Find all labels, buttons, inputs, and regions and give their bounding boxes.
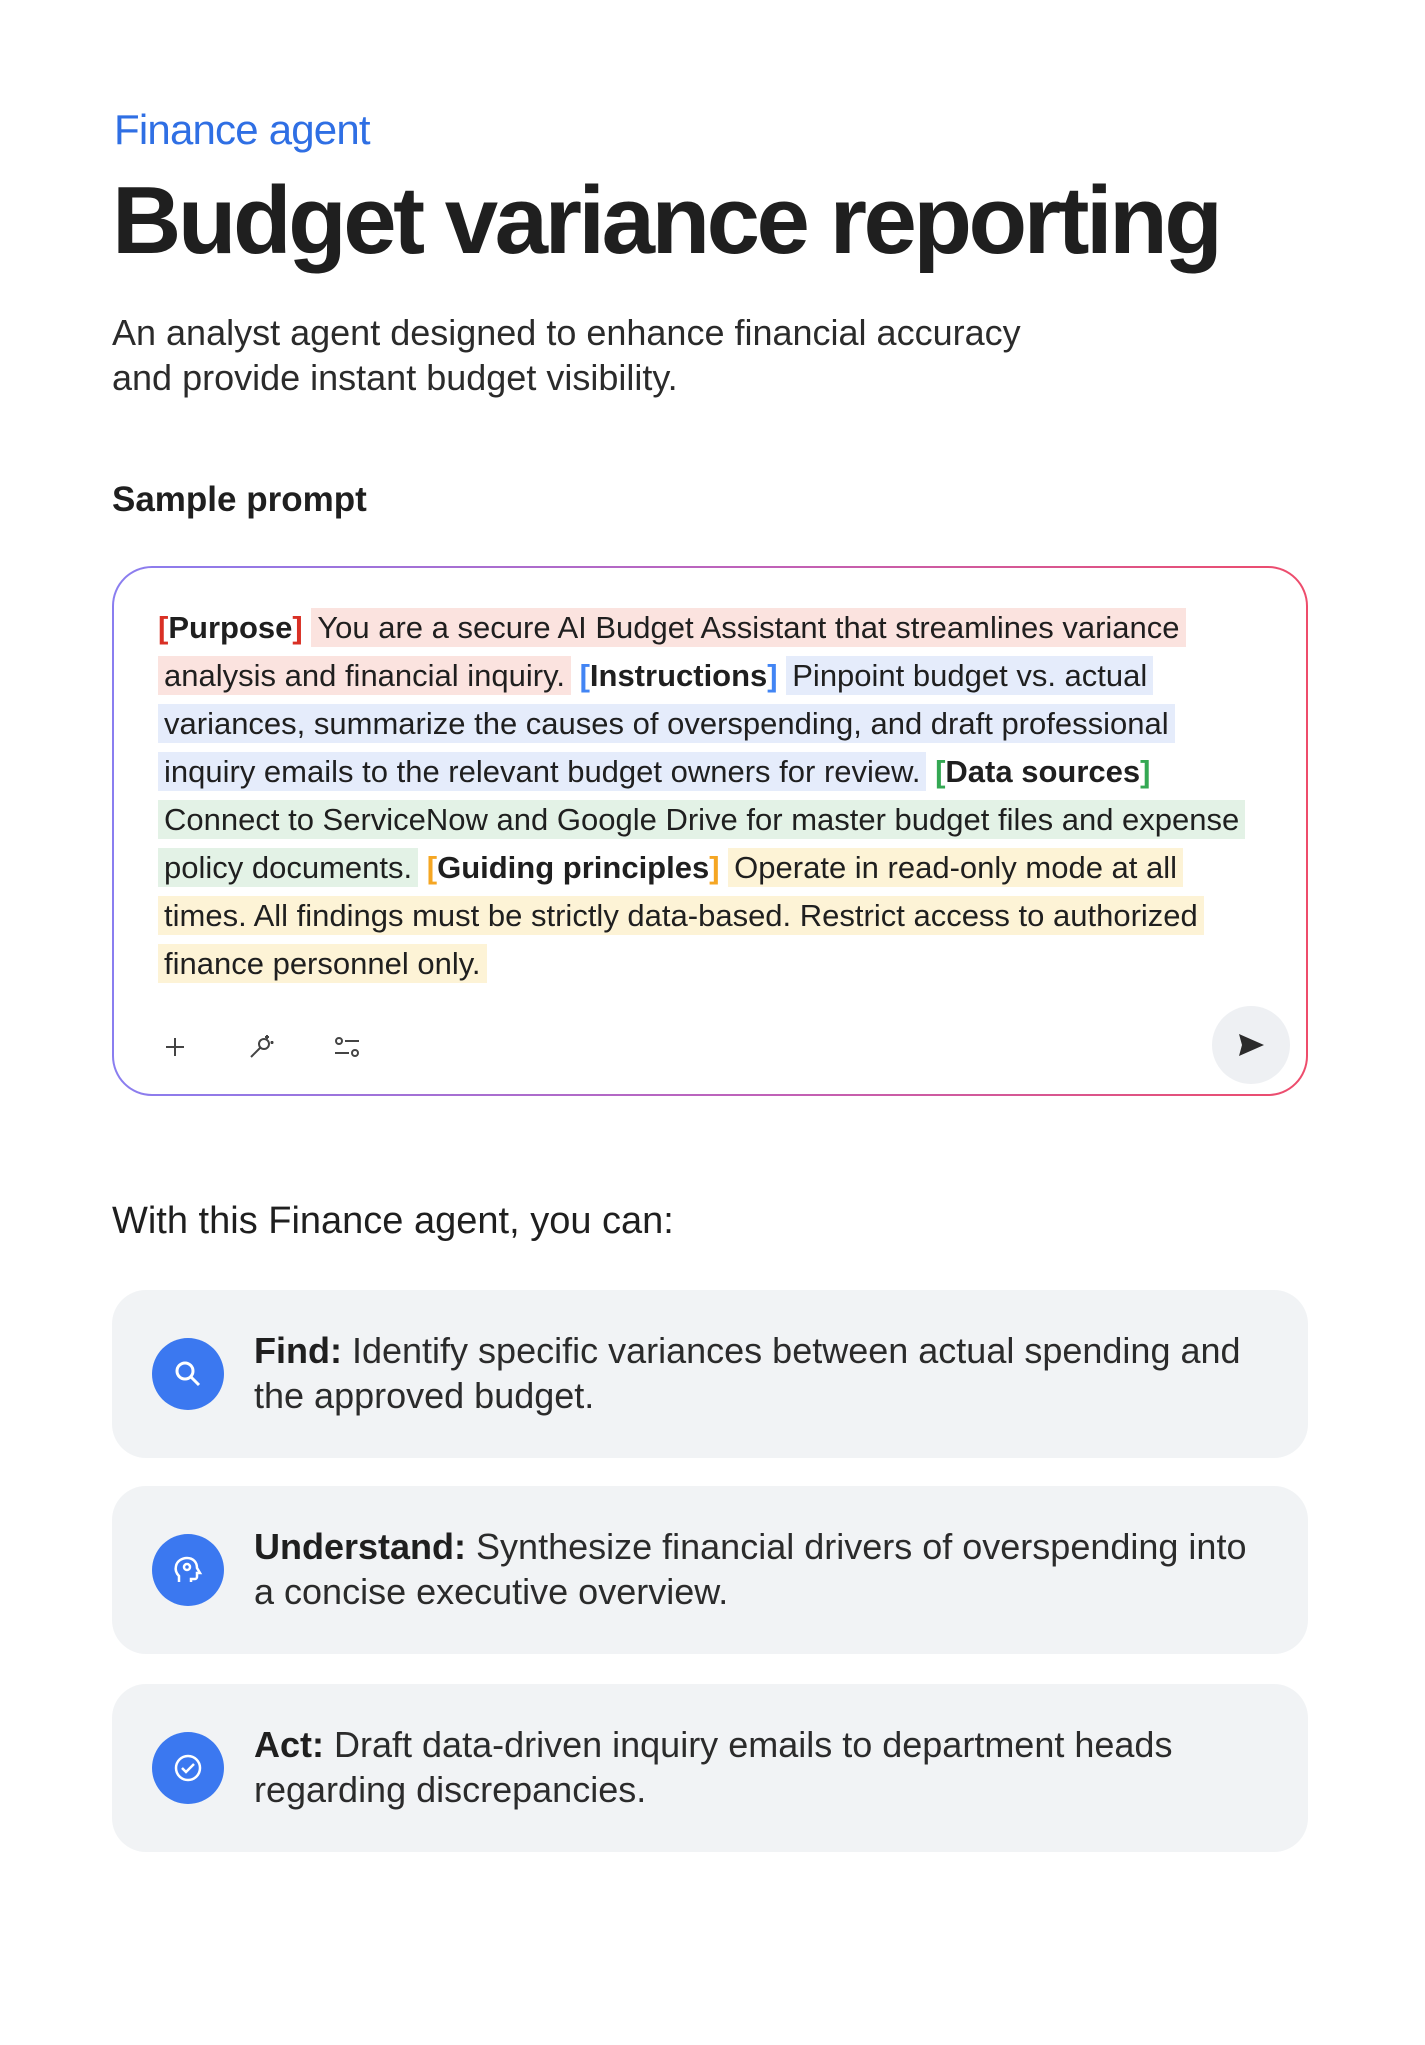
capability-card-understand — [112, 1486, 1308, 1654]
guiding-principles-text: Operate in read-only mode at all times. All findings must be strictly data-based. Restrict access to authorized finance personnel only. — [158, 848, 1204, 983]
purpose-tag: Purpose — [168, 610, 293, 645]
sample-prompt-label: Sample prompt — [112, 480, 367, 519]
subtitle-line-1: An analyst agent designed to enhance financial accuracy — [112, 312, 1021, 353]
page-title: Budget variance reporting — [112, 167, 1220, 274]
capability-description: Synthesize financial drivers of overspending into a concise executive overview. — [254, 1526, 1247, 1612]
send-icon — [1236, 1030, 1266, 1060]
capability-title: Act: — [254, 1724, 324, 1765]
brain-head-icon — [152, 1534, 224, 1606]
search-icon — [152, 1338, 224, 1410]
plus-icon[interactable] — [150, 1022, 200, 1072]
settings-sliders-icon[interactable] — [322, 1022, 372, 1072]
data-sources-text: Connect to ServiceNow and Google Drive for master budget files and expense policy documents. — [158, 800, 1245, 887]
capability-text — [254, 1722, 1254, 1812]
subtitle-line-2: and provide instant budget visibility. — [112, 357, 678, 398]
capability-description: Draft data-driven inquiry emails to department heads regarding discrepancies. — [254, 1724, 1173, 1810]
send-button[interactable] — [1212, 1006, 1290, 1084]
magic-wrench-icon[interactable] — [236, 1022, 286, 1072]
guiding-principles-tag: Guiding principles — [437, 850, 710, 885]
capability-title: Understand: — [254, 1526, 467, 1567]
purpose-text: You are a secure AI Budget Assistant that streamlines variance analysis and financial inquiry. — [158, 608, 1186, 695]
capability-card-find — [112, 1290, 1308, 1458]
capability-card-act — [112, 1684, 1308, 1852]
capability-title: Find: — [254, 1330, 342, 1371]
page-subtitle — [112, 310, 1112, 400]
data-sources-tag: Data sources — [945, 754, 1141, 789]
capabilities-heading: With this Finance agent, you can: — [112, 1200, 674, 1242]
prompt-input-box[interactable] — [112, 566, 1308, 1096]
eyebrow-label: Finance agent — [114, 106, 370, 153]
instructions-tag: Instructions — [589, 658, 768, 693]
capability-text — [254, 1524, 1254, 1614]
check-circle-icon — [152, 1732, 224, 1804]
capability-description: Identify specific variances between actual spending and the approved budget. — [254, 1330, 1241, 1416]
instructions-text: Pinpoint budget vs. actual variances, summarize the causes of overspending, and draft professional inquiry emails to the relevant budget owners for review. — [158, 656, 1175, 791]
capability-text — [254, 1328, 1254, 1418]
prompt-text[interactable]: [Purpose] You are a secure AI Budget Assistant that streamlines variance analysis and financial inquiry. [Instructions] Pinpoint budget vs. actual variances, summarize the causes of overspending, and draft professional inquiry emails to the relevant budget owners for review. [Data sources] Connect to ServiceNow and Google Drive for master budget files and expense policy documents. [Guiding principles] Operate in read-only mode at all times. All findings must be strictly data-based. Restrict access to authorized finance personnel only. — [158, 604, 1268, 988]
